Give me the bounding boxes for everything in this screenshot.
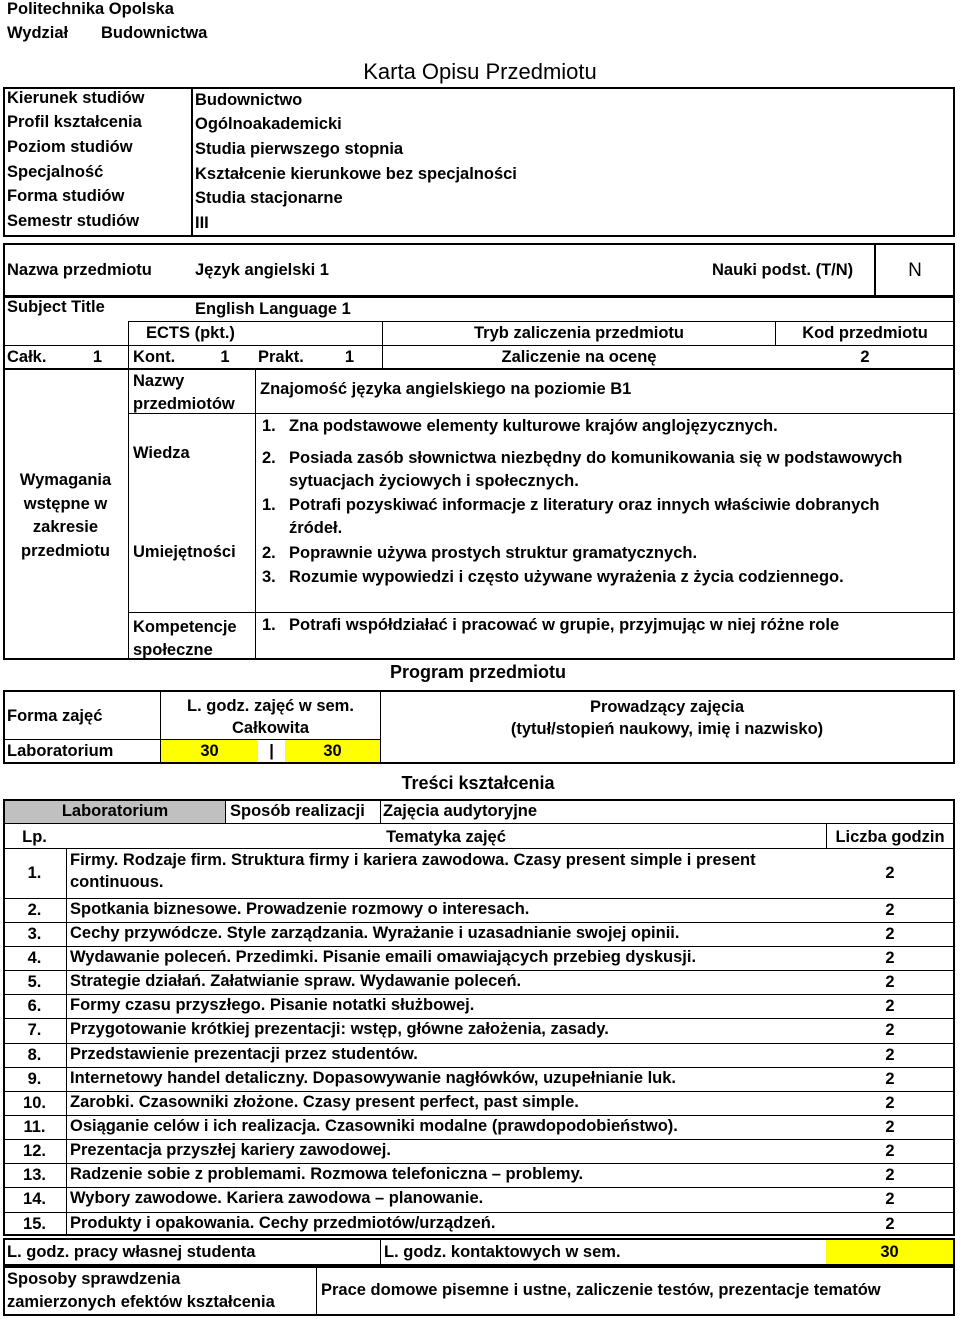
row-number: 15. xyxy=(23,1214,46,1233)
row-topic: Osiąganie celów i ich realizacja. Czasowniki modalne (prawdopodobieństwo). xyxy=(70,1117,678,1135)
row-topic: Formy czasu przyszłego. Pisanie notatki służbowej. xyxy=(70,996,475,1014)
row-divider xyxy=(3,1212,955,1213)
row-hours: 2 xyxy=(885,1189,895,1208)
form-label: Forma zajęć xyxy=(7,707,103,725)
prerequisite-item-number: 3. xyxy=(262,568,276,586)
row-number: 6. xyxy=(27,996,42,1015)
row-divider xyxy=(3,1163,955,1164)
program-title: Program przedmiotu xyxy=(389,662,567,682)
text-line: Kompetencje xyxy=(133,618,237,636)
subject-title-value: English Language 1 xyxy=(195,300,351,318)
text-line: Nazwy xyxy=(133,372,185,390)
row-hours: 2 xyxy=(885,924,895,943)
row-number: 11. xyxy=(23,1117,46,1136)
mode-value: Zaliczenie na ocenę xyxy=(501,348,657,366)
study-info-value: Kształcenie kierunkowe bez specjalności xyxy=(195,165,517,183)
row-topic: Internetowy handel detaliczny. Dopasowywanie nagłówków, uzupełnianie luk. xyxy=(70,1069,677,1087)
row-topic: Prezentacja przyszłej kariery zawodowej. xyxy=(70,1141,391,1159)
text-line: zakresie xyxy=(32,518,99,536)
study-info-value: Studia stacjonarne xyxy=(195,189,343,207)
code-header: Kod przedmiotu xyxy=(802,324,928,342)
row-hours: 2 xyxy=(885,900,895,919)
row-number: 5. xyxy=(27,972,42,991)
row-divider xyxy=(3,946,955,947)
row-topic: Zarobki. Czasowniki złożone. Czasy present perfect, past simple. xyxy=(70,1093,579,1111)
row-hours: 2 xyxy=(885,863,895,882)
row-hours: 2 xyxy=(885,1141,895,1160)
row-topic: Strategie działań. Załatwianie spraw. Wydawanie poleceń. xyxy=(70,972,522,990)
col-topic: Tematyka zajęć xyxy=(386,828,506,846)
university-name: Politechnika Opolska xyxy=(7,0,174,18)
faculty-label: Wydział xyxy=(7,24,69,42)
row-topic: Radzenie sobie z problemami. Rozmowa telefoniczna – problemy. xyxy=(70,1165,584,1183)
total-value: 30 xyxy=(323,742,342,760)
row-number: 7. xyxy=(27,1020,42,1039)
text-line: (tytuł/stopień naukowy, imię i nazwisko) xyxy=(510,720,824,738)
prerequisite-item-text: Potrafi pozyskiwać informacje z literatury oraz innych właściwie dobranych xyxy=(289,496,880,514)
row-hours: 2 xyxy=(885,1069,895,1088)
total-label: Całkowita xyxy=(231,719,310,737)
contact-hours-value: 30 xyxy=(880,1243,899,1261)
text-line: Prowadzący zajęcia xyxy=(589,698,745,716)
row-hours: 2 xyxy=(885,948,895,967)
basic-sciences-label: Nauki podst. (T/N) xyxy=(712,261,854,279)
row-topic: Firmy. Rodzaje firm. Struktura firmy i kariera zawodowa. Czasy present simple i present xyxy=(70,851,756,869)
study-info-label: Kierunek studiów xyxy=(7,89,145,107)
ects-total-label: Całk. xyxy=(7,348,47,366)
subject-name-label: Nazwa przedmiotu xyxy=(7,261,152,279)
prerequisite-item-text: Potrafi współdziałać i pracować w grupie, przyjmując w niej różne role xyxy=(289,616,840,634)
row-divider xyxy=(3,1043,955,1044)
row-hours: 2 xyxy=(885,1093,895,1112)
prerequisite-item-number: 1. xyxy=(262,496,276,514)
row-divider xyxy=(3,1018,955,1019)
row-divider xyxy=(3,1187,955,1188)
row-topic: Cechy przywódcze. Style zarządzania. Wyrażanie i uzasadnianie swojej opinii. xyxy=(70,924,680,942)
row-topic: Produkty i opakowania. Cechy przedmiotów/urządzeń. xyxy=(70,1214,496,1232)
study-info-label: Poziom studiów xyxy=(7,138,133,156)
row-hours: 2 xyxy=(885,996,895,1015)
prerequisite-subjects-label xyxy=(133,370,235,416)
row-divider xyxy=(3,1115,955,1116)
ects-cont-label: Kont. xyxy=(133,348,176,366)
prerequisite-item-text: Zna podstawowe elementy kulturowe krajów anglojęzycznych. xyxy=(289,417,778,435)
knowledge-label: Wiedza xyxy=(133,444,190,462)
row-number: 4. xyxy=(27,948,42,967)
row-topic: Wybory zawodowe. Kariera zawodowa – planowanie. xyxy=(70,1189,484,1207)
row-number: 12. xyxy=(23,1141,46,1160)
text-line: Sposoby sprawdzenia xyxy=(7,1270,181,1288)
skills-label: Umiejętności xyxy=(133,543,236,561)
prerequisite-item-number: 2. xyxy=(262,449,276,467)
row-number: 9. xyxy=(27,1069,42,1088)
contact-hours-label: L. godz. kontaktowych w sem. xyxy=(384,1243,621,1261)
study-info-value: Budownictwo xyxy=(195,91,303,109)
study-info-label: Profil kształcenia xyxy=(7,113,142,131)
hours-value: 30 xyxy=(200,742,219,760)
subject-name-value: Język angielski 1 xyxy=(195,261,329,279)
prerequisite-item-text: źródeł. xyxy=(289,519,343,537)
row-number: 2. xyxy=(27,900,42,919)
row-number: 3. xyxy=(27,924,42,943)
content-type-label: Laboratorium xyxy=(61,802,169,820)
ects-pract-value: 1 xyxy=(344,348,355,366)
row-topic: continuous. xyxy=(70,873,164,891)
study-info-value: III xyxy=(195,214,209,232)
prerequisite-item-text: Poprawnie używa prostych struktur gramatycznych. xyxy=(289,544,698,562)
form-value: Laboratorium xyxy=(7,742,114,760)
study-info-box xyxy=(3,87,955,237)
col-lp: Lp. xyxy=(22,828,47,846)
row-hours: 2 xyxy=(885,1165,895,1184)
lecturer-label xyxy=(381,696,953,740)
row-divider xyxy=(3,970,955,971)
study-info-value: Ogólnoakademicki xyxy=(195,115,342,133)
row-hours: 2 xyxy=(885,1117,895,1136)
study-info-label: Semestr studiów xyxy=(7,212,140,230)
row-divider xyxy=(3,994,955,995)
row-number: 14. xyxy=(23,1189,46,1208)
row-hours: 2 xyxy=(885,1214,895,1233)
row-hours: 2 xyxy=(885,972,895,991)
study-info-value: Studia pierwszego stopnia xyxy=(195,140,404,158)
col-hours: Liczba godzin xyxy=(835,828,945,846)
basic-sciences-value: N xyxy=(908,260,922,281)
ects-header: ECTS (pkt.) xyxy=(146,324,235,342)
mode-header: Tryb zaliczenia przedmiotu xyxy=(474,324,684,342)
ects-total-value: 1 xyxy=(92,348,103,366)
text-line: społeczne xyxy=(133,641,213,659)
row-divider xyxy=(3,1139,955,1140)
prerequisite-item-text: Rozumie wypowiedzi i często używane wyrażenia z życia codziennego. xyxy=(289,568,844,586)
subject-title-label: Subject Title xyxy=(7,298,105,316)
text-line: zamierzonych efektów kształcenia xyxy=(7,1293,275,1311)
prerequisite-item-text: sytuacjach życiowych i społecznych. xyxy=(289,472,579,490)
hours-label: L. godz. zajęć w sem. xyxy=(187,697,354,715)
hours-separator: | xyxy=(269,742,274,760)
method-label: Sposób realizacji xyxy=(230,802,365,820)
verification-value: Prace domowe pisemne i ustne, zaliczenie testów, prezentacje tematów xyxy=(321,1281,881,1299)
row-divider xyxy=(3,1067,955,1068)
prerequisites-title xyxy=(5,469,126,563)
text-line: wstępne w xyxy=(23,494,108,513)
row-divider xyxy=(3,922,955,923)
text-line: przedmiotów xyxy=(133,395,235,413)
social-competences-label xyxy=(133,616,237,662)
prerequisite-subjects-value: Znajomość języka angielskiego na poziomie B1 xyxy=(260,380,632,398)
text-line: Wymagania xyxy=(19,471,112,489)
row-number: 13. xyxy=(23,1165,46,1184)
self-study-label: L. godz. pracy własnej studenta xyxy=(7,1243,256,1261)
row-hours: 2 xyxy=(885,1045,895,1064)
row-topic: Wydawanie poleceń. Przedimki. Pisanie emaili omawiających przebieg dyskusji. xyxy=(70,948,697,966)
text-line: przedmiotu xyxy=(21,541,110,560)
content-title: Treści kształcenia xyxy=(401,773,555,793)
row-topic: Przedstawienie prezentacji przez studentów. xyxy=(70,1045,418,1063)
prerequisite-item-number: 2. xyxy=(262,544,276,562)
row-hours: 2 xyxy=(885,1020,895,1039)
row-divider xyxy=(3,1091,955,1092)
row-topic: Spotkania biznesowe. Prowadzenie rozmowy o interesach. xyxy=(70,900,530,918)
code-value: 2 xyxy=(860,348,870,366)
prerequisite-item-text: Posiada zasób słownictwa niezbędny do komunikowania się w podstawowych xyxy=(289,449,903,467)
study-info-label: Forma studiów xyxy=(7,187,125,205)
row-divider xyxy=(3,898,955,899)
ects-pract-label: Prakt. xyxy=(258,348,304,366)
row-number: 10. xyxy=(23,1093,46,1112)
row-number: 1. xyxy=(27,863,42,882)
row-topic: Przygotowanie krótkiej prezentacji: wstęp, główne założenia, zasady. xyxy=(70,1020,609,1038)
row-number: 8. xyxy=(27,1045,42,1064)
verification-label xyxy=(7,1268,275,1314)
prerequisite-item-number: 1. xyxy=(262,417,276,435)
card-title: Karta Opisu Przedmiotu xyxy=(363,59,597,84)
ects-cont-value: 1 xyxy=(220,348,230,366)
method-value: Zajęcia audytoryjne xyxy=(383,802,538,820)
faculty-value: Budownictwa xyxy=(101,24,208,42)
prerequisite-item-number: 1. xyxy=(262,616,276,634)
study-info-label: Specjalność xyxy=(7,163,104,181)
